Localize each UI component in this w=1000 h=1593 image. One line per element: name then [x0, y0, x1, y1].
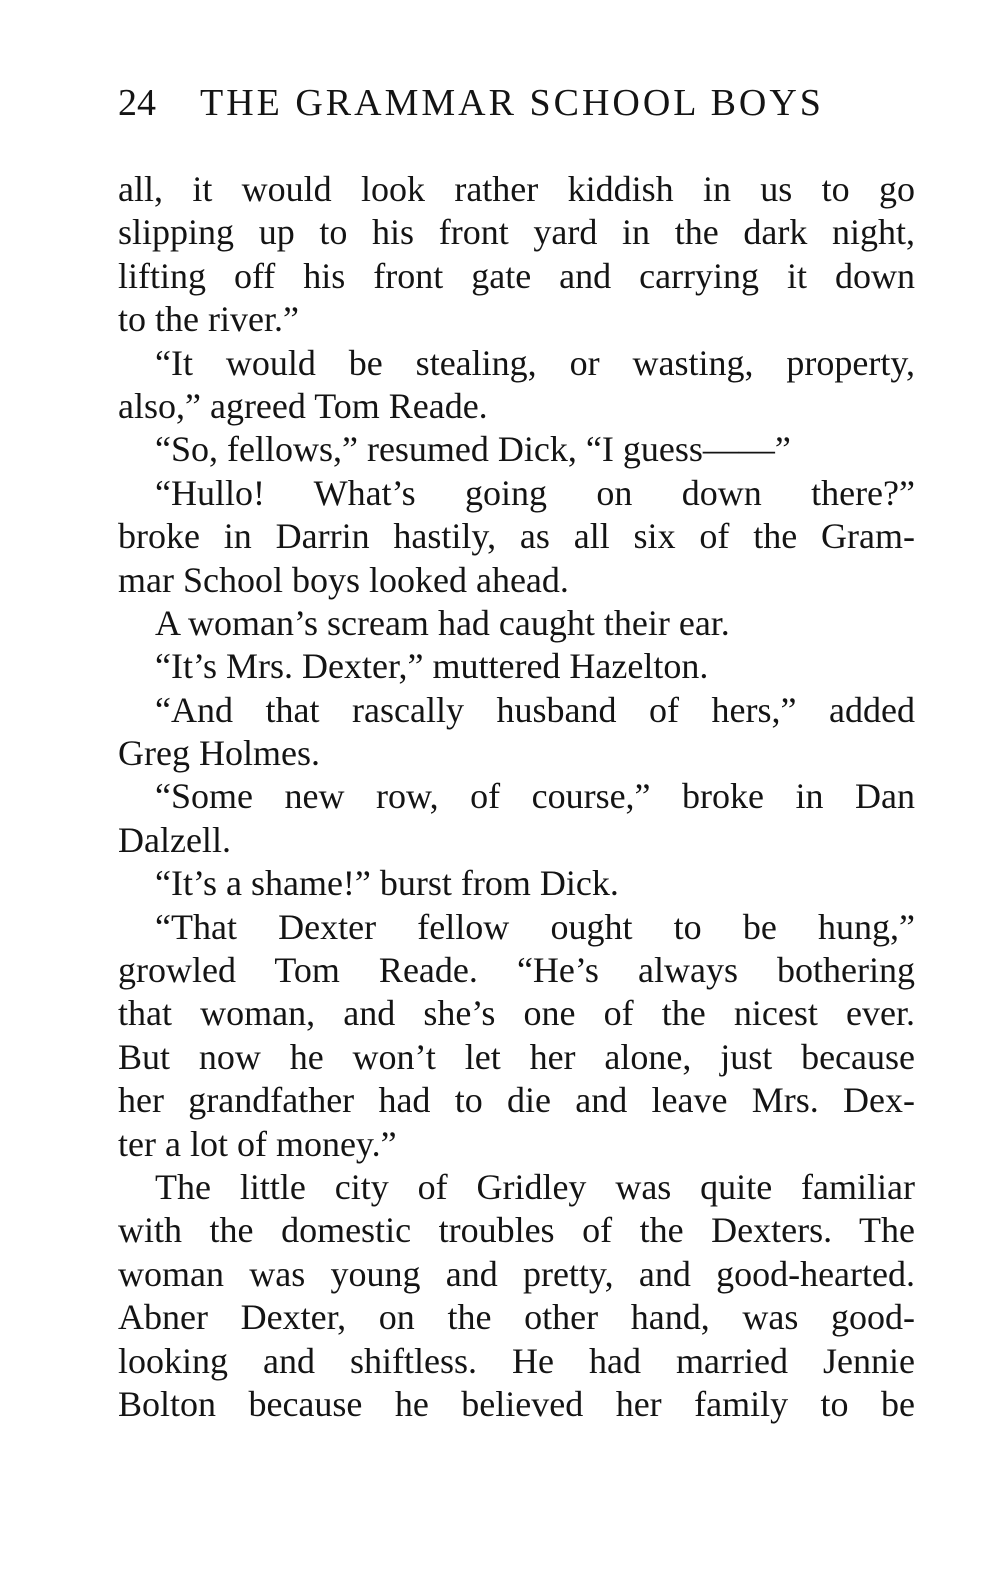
- text-line: “Hullo! What’s going on down there?”: [155, 472, 915, 513]
- text-line: The little city of Gridley was quite familiar: [155, 1166, 915, 1207]
- paragraph: [118, 428, 915, 471]
- text-line: A woman’s scream had caught their ear.: [155, 602, 730, 643]
- paragraph: [118, 906, 915, 1166]
- body-text: [118, 168, 915, 1426]
- text-line: with the domestic troubles of the Dexters. The: [118, 1210, 915, 1251]
- text-line: woman was young and pretty, and good-hearted.: [118, 1253, 915, 1294]
- paragraph: [118, 602, 915, 645]
- paragraph: [118, 472, 915, 602]
- paragraph: [118, 168, 915, 342]
- text-line: “It’s Mrs. Dexter,” muttered Hazelton.: [155, 646, 709, 687]
- text-line: “And that rascally husband of hers,” added: [155, 689, 915, 730]
- text-line: Greg Holmes.: [118, 733, 320, 774]
- page-header: [118, 81, 824, 125]
- text-line: all, it would look rather kiddish in us to go: [118, 169, 915, 209]
- text-line: “That Dexter fellow ought to be hung,”: [155, 906, 915, 947]
- paragraph: [118, 862, 915, 905]
- text-line: that woman, and she’s one of the nicest ever.: [118, 993, 915, 1034]
- page-number: 24: [118, 82, 156, 124]
- text-line: “Some new row, of course,” broke in Dan: [155, 776, 915, 817]
- text-line: “So, fellows,” resumed Dick, “I guess——”: [155, 429, 791, 470]
- text-line: broke in Darrin hastily, as all six of the Gram-: [118, 516, 915, 557]
- paragraph: [118, 645, 915, 688]
- text-line: Bolton because he believed her family to be: [118, 1383, 915, 1424]
- text-line: lifting off his front gate and carrying it down: [118, 255, 915, 296]
- paragraph: [118, 775, 915, 862]
- paragraph: [118, 1166, 915, 1426]
- text-line: to the river.”: [118, 299, 299, 340]
- text-line: Dalzell.: [118, 819, 231, 860]
- text-line: “It’s a shame!” burst from Dick.: [155, 863, 619, 904]
- text-line: slipping up to his front yard in the dark night,: [118, 212, 915, 253]
- text-line: growled Tom Reade. “He’s always bothering: [118, 950, 915, 991]
- text-line: “It would be stealing, or wasting, property,: [155, 342, 915, 383]
- text-line: looking and shiftless. He had married Jennie: [118, 1340, 915, 1381]
- text-line: mar School boys looked ahead.: [118, 559, 569, 600]
- running-title: THE GRAMMAR SCHOOL BOYS: [200, 82, 824, 124]
- paragraph: [118, 342, 915, 429]
- text-line: But now he won’t let her alone, just because: [118, 1036, 915, 1077]
- paragraph: [118, 689, 915, 776]
- text-line: ter a lot of money.”: [118, 1123, 397, 1164]
- text-line: Abner Dexter, on the other hand, was good-: [118, 1297, 915, 1338]
- text-line: also,” agreed Tom Reade.: [118, 385, 488, 426]
- text-line: her grandfather had to die and leave Mrs. Dex-: [118, 1080, 915, 1121]
